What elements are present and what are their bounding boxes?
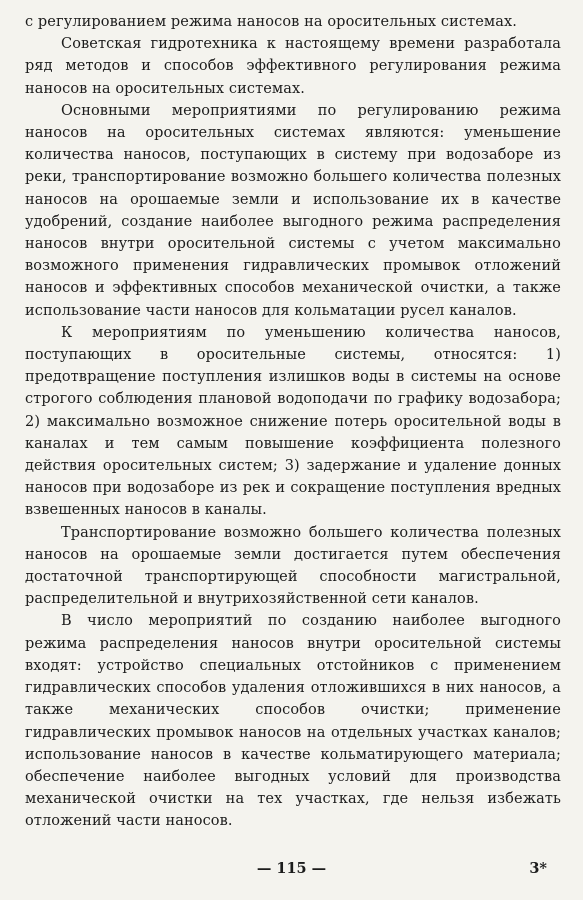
page-footer [0, 860, 583, 884]
paragraph: Основными мероприятиями по регулированию режима наносов на оросительных системах являются: уменьшение количества наносов, поступающих в систему при водозаборе из реки, транспортирование возможно большего количества полезных наносов на орошаемые земли и использование их в качестве удобрений, создание наиболее выгодного режима распределения наносов внутри оросительной системы с учетом максимально возможного применения гидравлических промывок отложений наносов и эффективных способов механической очистки, а также использование части наносов для кольматации русел каналов. [25, 102, 561, 319]
page-number: — 115 — [256, 860, 327, 877]
paragraph: Советская гидротехника к настоящему времени разработала ряд методов и способов эффективного регулирования режима наносов на оросительных системах. [25, 36, 561, 97]
printer-signature-mark: 3* [529, 860, 547, 877]
paragraph: К мероприятиям по уменьшению количества наносов, поступающих в оросительные системы, относятся: 1) предотвращение поступления излишков воды в системы на основе строгого соблюдения плановой водоподачи по графику водозабора; 2) максимально возможное снижение потерь оросительной воды в каналах и тем самым повышение коэффициента полезного действия оросительных систем; 3) задержание и удаление донных наносов при водозаборе из рек и сокращение поступления вредных взвешенных наносов в каналы. [25, 324, 561, 519]
paragraph-continuation: с регулированием режима наносов на оросительных системах. [25, 14, 518, 30]
paragraph: Транспортирование возможно большего количества полезных наносов на орошаемые земли достигается путем обеспечения достаточной транспортирующей способности магистральной, распределительной и внутрихозяйственной сети каналов. [25, 524, 561, 608]
body-text [25, 11, 561, 833]
paragraph: В число мероприятий по созданию наиболее выгодного режима распределения наносов внутри оросительной системы входят: устройство специальных отстойников с применением гидравлических способов удаления отложившихся в них наносов, а также механических способов очистки; применение гидравлических промывок наносов на отдельных участках каналов; использование наносов в качестве кольматирующего материала; обеспечение наиболее выгодных условий для производства механической очистки на тех участках, где нельзя избежать отложений части наносов. [25, 613, 561, 830]
